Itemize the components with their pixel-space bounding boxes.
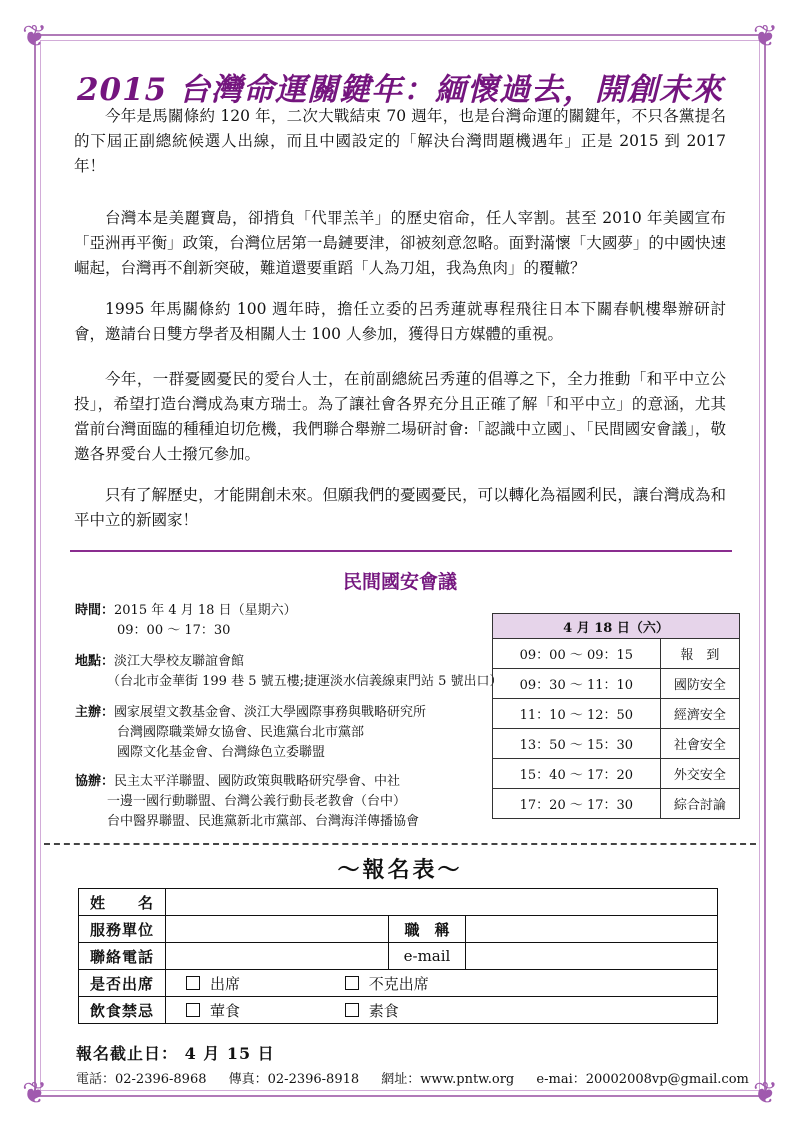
paragraph: 1995 年馬關條約 100 週年時，擔任立委的呂秀蓮就專程飛往日本下關春帆樓舉辦研討會，邀請台日雙方學者及相關人士 100 人參加，獲得日方媒體的重視。 (74, 300, 726, 343)
job-title-label: 職 稱 (389, 916, 466, 943)
host-line: 台灣國際職業婦女協會、民進黨台北市黨部 (117, 725, 365, 740)
paragraph: 台灣本是美麗寶島，卻揹負「代罪羔羊」的歷史宿命，任人宰割。甚至 2010 年美國宣布「亞洲再平衡」政策，台灣位居第一島鏈要津，卻被刻意忽略。面對滿懷「大國夢」的中國快速崛起，台灣再不創新突破，難道還要重蹈「人為刀俎，我為魚肉」的覆轍？ (74, 209, 726, 277)
email-label: e-mail (389, 943, 466, 970)
co-organizers (75, 772, 419, 832)
schedule-topic: 國防安全 (660, 669, 739, 699)
job-title-field[interactable] (466, 916, 718, 943)
table-row (79, 943, 718, 970)
schedule-topic: 社會安全 (660, 729, 739, 759)
co-line: 民主太平洋聯盟、國防政策與戰略研究學會、中社 (114, 774, 401, 789)
phone-field[interactable] (166, 943, 389, 970)
paragraph: 只有了解歷史，才能開創未來。但願我們的憂國憂民，可以轉化為福國利民，讓台灣成為和平中立的新國家！ (74, 486, 726, 529)
org-label: 服務單位 (79, 916, 166, 943)
place-address: （台北市金華街 199 巷 5 號五樓;捷運淡水信義線東門站 5 號出口） (107, 674, 503, 689)
paragraph: 今年，一群憂國憂民的愛台人士，在前副總統呂秀蓮的倡導之下，全力推動「和平中立公投」，希望打造台灣成為東方瑞士。為了讓社會各界充分且正確了解「和平中立」的意涵，尤其當前台灣面臨的種種迫切危機，我們聯合舉辦二場研討會:「認識中立國」、「民間國安會議」，敬邀各界愛台人士撥冗參加。 (74, 370, 726, 463)
place-label: 地點： (75, 654, 115, 669)
corner-ornament-icon: ❦ (22, 19, 48, 54)
attend-no-label: 不克出席 (368, 974, 429, 993)
org-field[interactable] (166, 916, 389, 943)
table-row (493, 789, 740, 819)
table-row (79, 889, 718, 916)
schedule-header: 4 月 18 日（六） (493, 614, 740, 639)
form-title: ～報名表～ (337, 857, 463, 883)
section-title: 民間國安會議 (342, 571, 457, 593)
diet-meat-option[interactable] (172, 1002, 240, 1020)
co-line: 台中醫界聯盟、民進黨新北市黨部、台灣海洋傳播協會 (107, 814, 420, 829)
table-row (493, 759, 740, 789)
table-row (79, 997, 718, 1024)
schedule-time: 09：00 ～ 09：15 (493, 639, 661, 669)
table-row (493, 729, 740, 759)
contact-website[interactable]: 網址：www.pntw.org (381, 1072, 515, 1087)
event-place (75, 652, 503, 692)
schedule-time: 09：30 ～ 11：10 (493, 669, 661, 699)
diet-veg-label: 素食 (368, 1001, 399, 1020)
contact-info (76, 1068, 767, 1087)
attend-yes-option[interactable] (172, 975, 240, 993)
table-row (493, 669, 740, 699)
table-row (493, 699, 740, 729)
diet-veg-option[interactable] (245, 1002, 399, 1020)
host-line: 國際文化基金會、台灣綠色立委聯盟 (117, 745, 326, 760)
schedule-time: 17：20 ～ 17：30 (493, 789, 661, 819)
host-line: 國家展望文教基金會、淡江大學國際事務與戰略研究所 (114, 705, 427, 720)
schedule-time: 15：40 ～ 17：20 (493, 759, 661, 789)
paragraph: 今年是馬關條約 120 年，二次大戰結束 70 週年，也是台灣命運的關鍵年，不只各黨提名的下屆正副總統候選人出線，而且中國設定的「解決台灣問題機遇年」正是 2015 到 2017 年！ (74, 107, 726, 175)
corner-ornament-icon: ❦ (22, 1076, 48, 1111)
registration-form (78, 888, 718, 1024)
place-value: 淡江大學校友聯誼會館 (114, 654, 245, 669)
contact-fax: 傳真：02-2396-8918 (228, 1072, 360, 1087)
attend-yes-label: 出席 (210, 974, 241, 993)
corner-ornament-icon: ❦ (752, 19, 778, 54)
registration-deadline: 報名截止日： 4 月 15 日 (76, 1044, 275, 1063)
event-time (75, 601, 297, 641)
name-label: 姓 名 (79, 889, 166, 916)
attend-options (166, 970, 718, 997)
diet-label: 飲食禁忌 (79, 997, 166, 1024)
contact-email[interactable]: e-mai：20002008vp@gmail.com (536, 1072, 749, 1087)
checkbox-icon[interactable] (186, 1003, 200, 1017)
contact-phone: 電話：02-2396-8968 (76, 1072, 207, 1087)
schedule-topic: 綜合討論 (660, 789, 739, 819)
co-label: 協辦： (75, 774, 115, 789)
co-line: 一邊一國行動聯盟、台灣公義行動長老教會（台中） (107, 794, 407, 809)
attend-label: 是否出席 (79, 970, 166, 997)
time-value: 2015 年 4 月 18 日（星期六） (114, 603, 297, 618)
table-row (79, 916, 718, 943)
schedule-topic: 報 到 (660, 639, 739, 669)
cut-line (44, 843, 756, 845)
schedule-topic: 外交安全 (660, 759, 739, 789)
table-row (493, 639, 740, 669)
page-title: 2015 台灣命運關鍵年：緬懷過去，開創未來 (76, 72, 724, 108)
host-label: 主辦： (75, 705, 115, 720)
diet-meat-label: 葷食 (210, 1001, 241, 1020)
schedule-time: 11：10 ～ 12：50 (493, 699, 661, 729)
checkbox-icon[interactable] (345, 1003, 359, 1017)
checkbox-icon[interactable] (186, 976, 200, 990)
phone-label: 聯絡電話 (79, 943, 166, 970)
schedule-topic: 經濟安全 (660, 699, 739, 729)
email-field[interactable] (466, 943, 718, 970)
table-row (79, 970, 718, 997)
time-range: 09：00 ～ 17：30 (117, 623, 231, 638)
organizers (75, 703, 426, 763)
attend-no-option[interactable] (245, 975, 429, 993)
time-label: 時間： (75, 603, 115, 618)
schedule-time: 13：50 ～ 15：30 (493, 729, 661, 759)
divider (70, 550, 732, 552)
checkbox-icon[interactable] (345, 976, 359, 990)
schedule-table (492, 613, 740, 819)
name-field[interactable] (166, 889, 718, 916)
diet-options (166, 997, 718, 1024)
corner-ornament-icon: ❦ (752, 1076, 778, 1111)
